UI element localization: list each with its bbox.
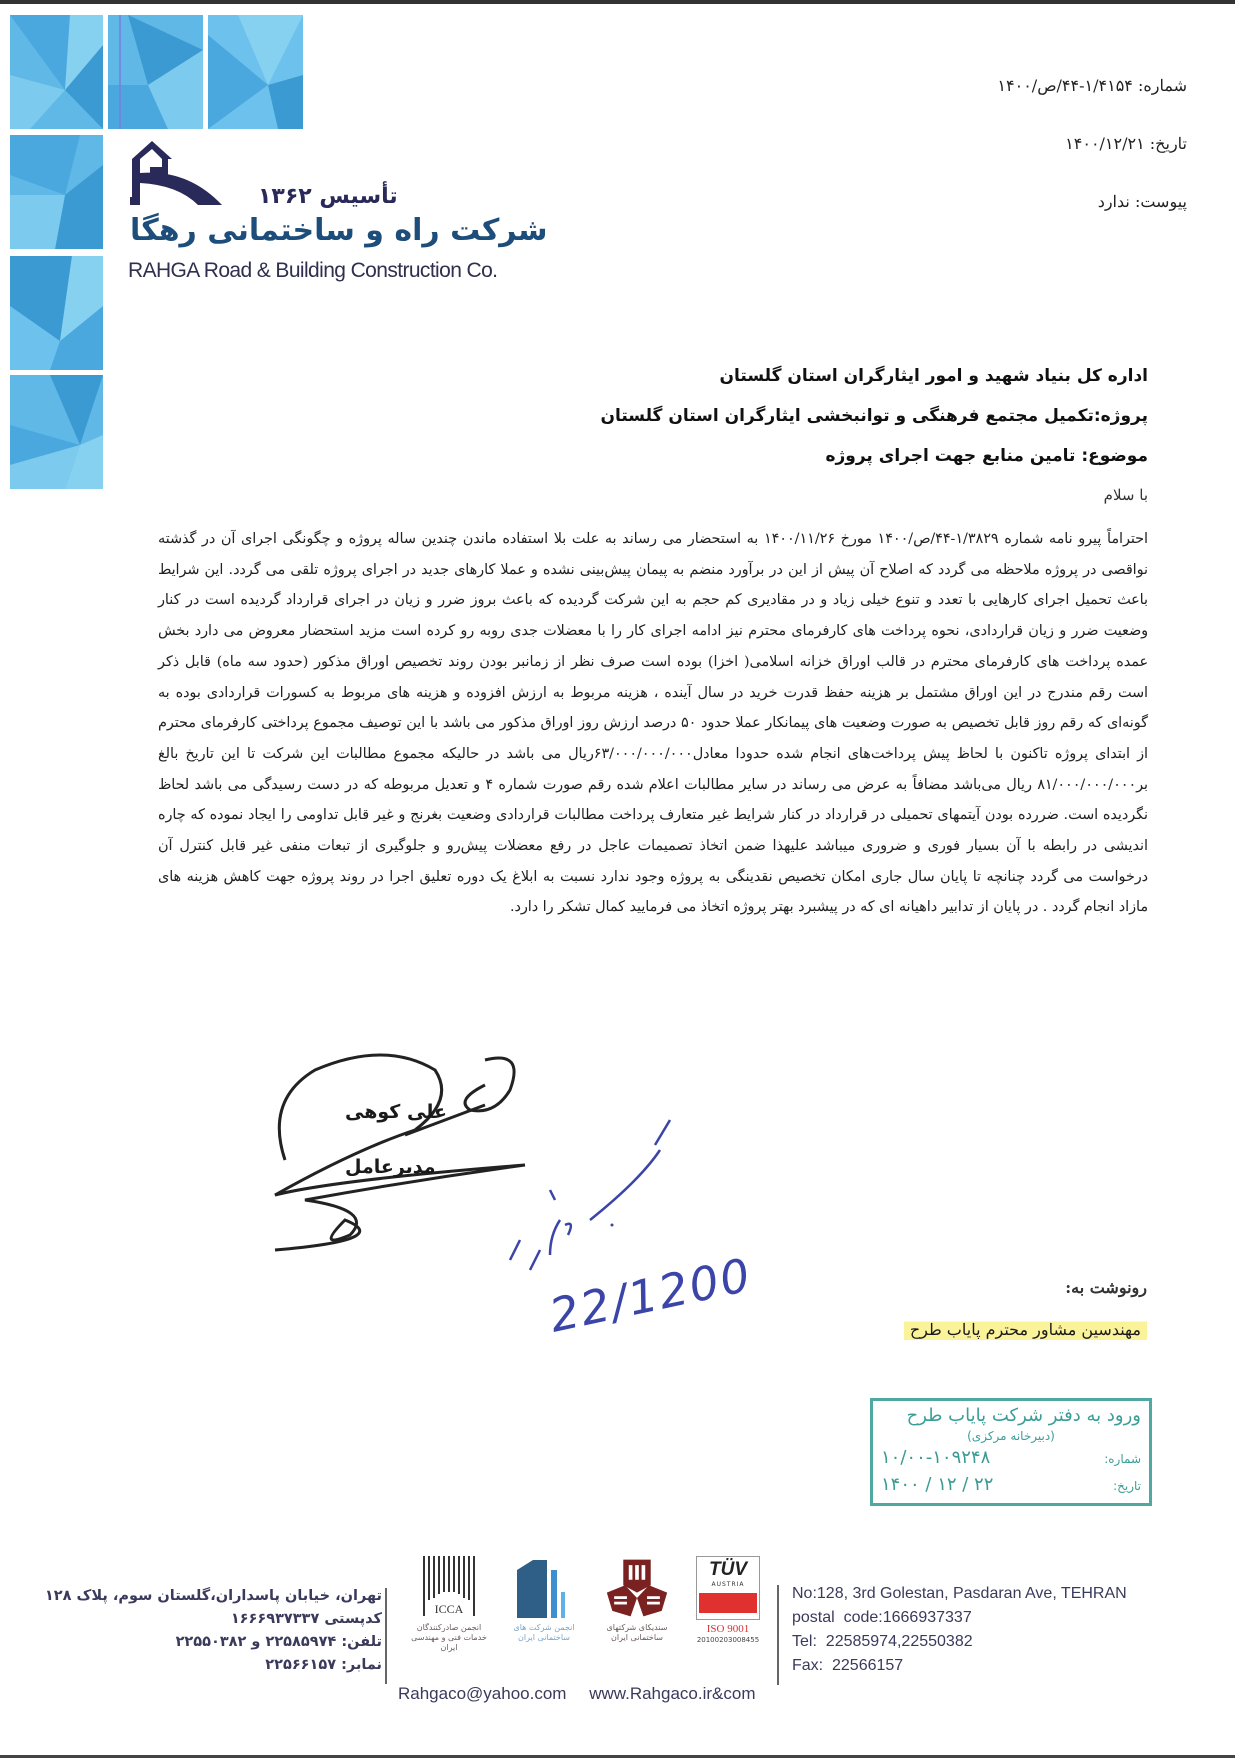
cc-label: رونوشت به: <box>1065 1278 1147 1297</box>
website-link[interactable]: www.Rahgaco.ir&com <box>589 1684 756 1703</box>
letter-body: احتراماً پیرو نامه شماره ۱/۳۸۲۹-۴۴/ص/۱۴۰۰ مورخ ۱۴۰۰/۱۱/۲۶ به استحضار می رساند به علت بلا استفاده ماندن چندین ساله پروژه و چگونگی اجرای آن در گذشته نواقصی در پروژه ملاحظه می گردد که اصلاح آن پیش از این در برآورد منضم به پیمان پیش‌بینی نشده و عملا کارهای جدید در اجرای پروژه تلقی می گردد. این شرایط باعث تحمیل اجرای کارهایی با تعدد و تنوع خیلی زیاد و در مقادیری کم حجم به این شرکت گردیده که باعث بروز ضرر و زیان در اجرای قرارداد گردیده است در کنار وضعیت ضرر و زیان قراردادی، نحوه پرداخت های کارفرمای محترم نیز ادامه اجرای کار را با معضلات جدی روبه رو کرده است مزید استحضار معروض می دارد بخش عمده پرداخت های کارفرمای محترم در قالب اوراق خزانه اسلامی( اخزا) بوده است صرف نظر از زمانبر بودن روند تخصیص اوراق مذکور (حدود سه ماه) قابل ذکر است رقم مندرج در این اوراق مشتمل بر هزینه حفظ قدرت خرید در سال آینده ، هزینه مربوط به ارزش افزوده و هزینه های مربوط به کسورات قراردادی بوده به گونه‌ای که رقم روز قابل تخصیص به صورت وضعیت های پیمانکار عملا حدود ۵۰ درصد ارزش روز اوراق مذکور می باشد با این توصیف مجموع پرداختی کارفرمای محترم از ابتدای پروژه تاکنون با لحاظ پیش پرداخت‌های انجام شده حدودا معادل۶۳/۰۰۰/۰۰۰/۰۰۰ریال می باشد در حالیکه مجموع مطالبات این شرکت تا این تاریخ بالغ بر۸۱/۰۰۰/۰۰۰/۰۰۰ ریال می‌باشد مضافاً به عرض می رساند در سایر مطالبات اعلام شده رقم صورت شماره ۴ و تعدیل مربوطه که در دست رسیدگی می باشد لحاظ نگردیده است. ضررده بودن آیتمهای تحمیلی در قرارداد در کنار شرایط غیر متعارف پرداخت مطالبات قراردادی وضعیت بغرنج و غیر قابل تداومی را ایجاد نموده که چاره اندیشی در رابطه با آن بسیار فوری و ضروری میباشد علیهذا ضمن اتخاذ تصمیمات عاجل در رفع معضلات پیش‌رو و جلوگیری از تبعات منفی غیر قابل کنترل آن درخواست می گردد چنانچه تا پایان سال جاری امکان تخصیص نقدینگی به پروژه وجود ندارد نسبت به ابلاغ یک دوره تعلیق اجرا در روند پروژه جهت کاهش هزینه های مازاد انجام گردد . در پایان از تدابیر داهیانه ای که در پیشبرد بهتر پروژه اتخاذ می فرمایید کمال تشکر را دارد. <box>158 531 1149 916</box>
footer-divider <box>385 1588 387 1684</box>
signatory-title: مدیرعامل <box>345 1156 436 1178</box>
association-logo <box>497 1556 591 1643</box>
email-link[interactable]: Rahgaco@yahoo.com <box>398 1684 567 1703</box>
project-heading: پروژه:تکمیل مجتمع فرهنگی و توانبخشی ایثارگران استان گلستان <box>600 406 1148 426</box>
icca-logo <box>402 1556 496 1653</box>
iso-label: ISO 9001 <box>706 1623 750 1635</box>
established-year: تأسیس ۱۳۶۲ <box>258 184 398 209</box>
recipient-heading: اداره کل بنیاد شهید و امور ایثارگران استان گلستان <box>719 366 1148 386</box>
footer-fax-fa: نمابر: ۲۲۵۶۶۱۵۷ <box>265 1657 382 1673</box>
handwritten-number: 22/1200 <box>544 1247 757 1343</box>
footer-tel-en: Tel: 22585974,22550382 <box>792 1633 973 1650</box>
decor-tile <box>10 135 103 249</box>
syndicate-caption: سندیکای شرکتهای ساختمانی ایران <box>606 1623 668 1642</box>
syndicate-logo <box>592 1556 682 1643</box>
stamp-date-row <box>881 1473 1141 1498</box>
tuv-certified-band <box>699 1593 757 1613</box>
icca-caption: انجمن صادرکنندگان خدمات فنی و مهندسی ایران <box>411 1623 487 1652</box>
decor-tile <box>10 375 103 489</box>
icca-logo-icon <box>418 1556 480 1620</box>
footer-divider <box>777 1585 779 1685</box>
decor-tile <box>208 15 303 129</box>
decor-tile <box>108 15 203 129</box>
company-name-fa: شرکت راه و ساختمانی رهگا <box>130 213 548 248</box>
scan-top-edge <box>0 0 1235 4</box>
letter-number: شماره: ۱/۴۱۵۴-۴۴/ص/۱۴۰۰ <box>997 76 1187 95</box>
receipt-stamp <box>870 1398 1152 1506</box>
icca-text: ICCA <box>434 1602 464 1616</box>
association-caption: انجمن شرکت های ساختمانی ایران <box>513 1623 575 1642</box>
stamp-subtitle: (دبیرخانه مرکزی) <box>967 1429 1055 1443</box>
footer-postal-en: postal code:1666937337 <box>792 1609 972 1626</box>
stamp-number-value: ۱۰/۰۰-۱۰۹۲۴۸ <box>881 1447 991 1468</box>
footer-address-fa: تهران، خیابان پاسداران،گلستان سوم، پلاک ۱۲۸ <box>44 1588 382 1604</box>
signatory-name: علی کوهی <box>345 1101 447 1123</box>
stamp-title: ورود به دفتر شرکت پایاب طرح <box>906 1405 1141 1426</box>
decor-tile <box>10 256 103 370</box>
letter-attachment: پیوست: ندارد <box>1097 192 1187 211</box>
stamp-date-value: ۲۲ / ۱۲ / ۱۴۰۰ <box>881 1474 994 1495</box>
footer-fax-en: Fax: 22566157 <box>792 1657 904 1674</box>
subject-heading: موضوع: تامین منابع جهت اجرای پروژه <box>825 446 1148 466</box>
footer-contact-en <box>792 1582 1127 1678</box>
iso-number: 20100203008455 <box>696 1636 760 1644</box>
footer-tel-fa: تلفن: ۲۲۵۸۵۹۷۴ و ۲۲۵۵۰۳۸۲ <box>175 1634 382 1650</box>
letter-date: تاریخ: ۱۴۰۰/۱۲/۲۱ <box>1065 134 1187 153</box>
company-logo-icon <box>128 137 238 207</box>
stamp-date-label: تاریخ: <box>1113 1479 1141 1493</box>
tuv-austria-text: AUSTRIA <box>711 1581 745 1588</box>
tuv-iso-logo <box>686 1556 770 1645</box>
salutation: با سلام <box>1103 486 1148 504</box>
cc-recipient: مهندسین مشاور محترم پایاب طرح <box>904 1318 1147 1341</box>
stamp-number-row <box>881 1446 1141 1471</box>
tuv-logo-text: TÜV <box>709 1559 747 1580</box>
company-name-en: RAHGA Road & Building Construction Co. <box>128 259 498 282</box>
tuv-badge <box>696 1556 760 1620</box>
building-logo-icon <box>509 1556 579 1620</box>
syndicate-logo-icon <box>600 1556 674 1620</box>
footer-contact-fa <box>45 1585 382 1677</box>
footer-links <box>398 1684 773 1704</box>
decor-tile <box>10 15 103 129</box>
footer-postal-fa: کدپستی ۱۶۶۶۹۳۷۳۳۷ <box>230 1611 382 1627</box>
stamp-number-label: شماره: <box>1104 1452 1141 1466</box>
footer-address-en: No:128, 3rd Golestan, Pasdaran Ave, TEHRAN <box>792 1585 1127 1602</box>
